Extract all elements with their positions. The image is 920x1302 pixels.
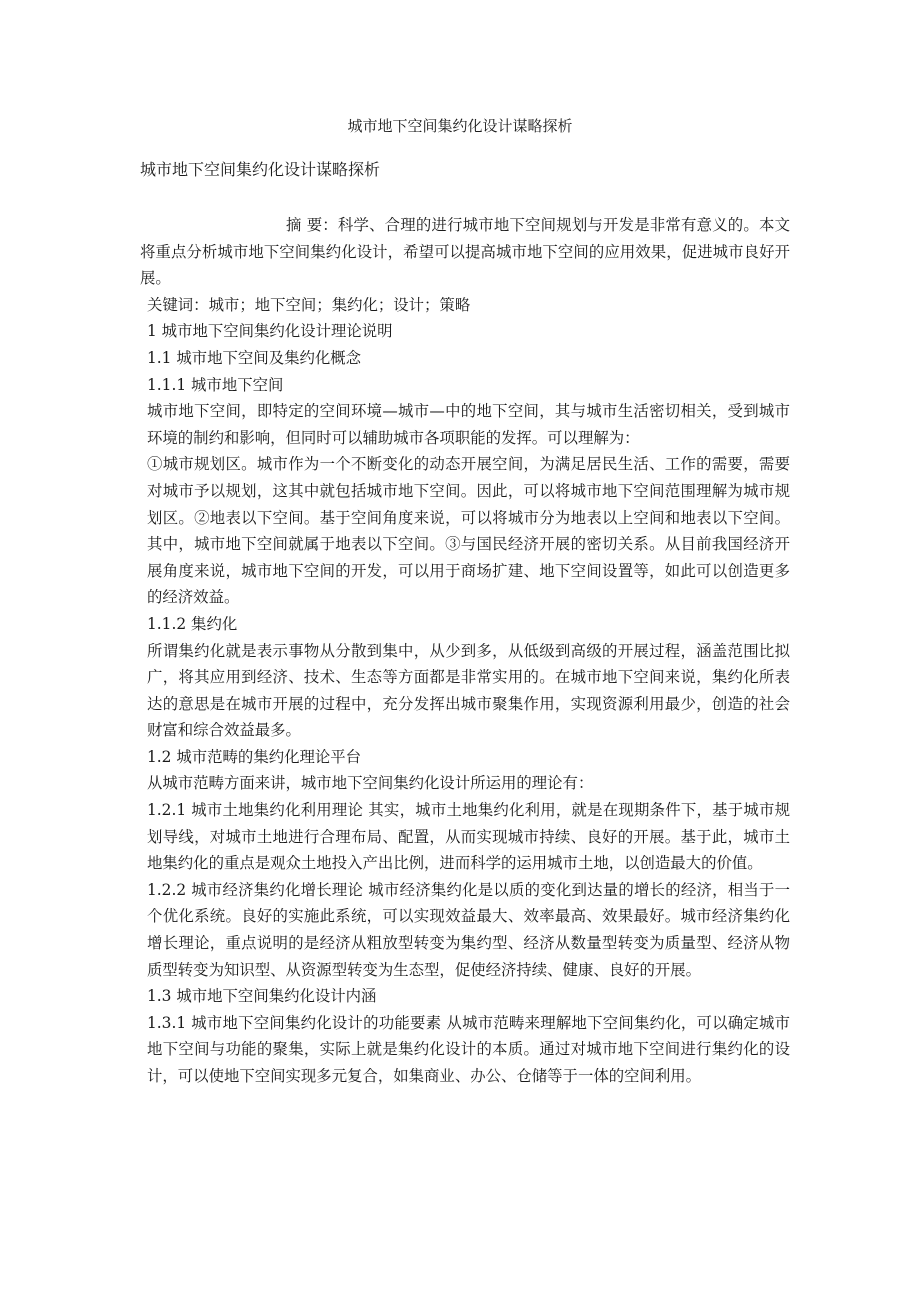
body-paragraph: 1.3.1 城市地下空间集约化设计的功能要素 从城市范畴来理解地下空间集约化，可以确定城市地下空间与功能的聚集，实际上就是集约化设计的本质。通过对城市地下空间进行集约化的设计，可以使地下空间实现多元复合，如集商业、办公、仓储等于一体的空间利用。 xyxy=(147,1013,790,1085)
section-heading: 1.1 城市地下空间及集约化概念 xyxy=(147,348,362,367)
body-paragraph: 1.2.1 城市土地集约化利用理论 其实，城市土地集约化利用，就是在现期条件下，基于城市规划导线，对城市土地进行合理布局、配置，从而实现城市持续、良好的开展。基于此，城市土地集约化的重点是观众土地投入产出比例，进而科学的运用城市土地，以创造最大的价值。 xyxy=(147,801,790,873)
body-paragraph: 1.2.2 城市经济集约化增长理论 城市经济集约化是以质的变化到达量的增长的经济，相当于一个优化系统。良好的实施此系统，可以实现效益最大、效率最高、效果最好。城市经济集约化增长理论，重点说明的是经济从粗放型转变为集约型、经济从数量型转变为质量型、经济从物质型转变为知识型、从资源型转变为生态型，促使经济持续、健康、良好的开展。 xyxy=(147,880,790,979)
document-subtitle: 城市地下空间集约化设计谋略探析 xyxy=(140,160,381,179)
section-heading: 1.3 城市地下空间集约化设计内涵 xyxy=(147,987,377,1006)
section-heading: 1 城市地下空间集约化设计理论说明 xyxy=(147,322,393,341)
keywords-line: 关键词：城市；地下空间；集约化；设计；策略 xyxy=(147,295,471,314)
body-paragraph: ①城市规划区。城市作为一个不断变化的动态开展空间，为满足居民生活、工作的需要，需要对城市予以规划，这其中就包括城市地下空间。因此，可以将城市地下空间范围理解为城市规划区。②地表以下空间。基于空间角度来说，可以将城市分为地表以上空间和地表以下空间。其中，城市地下空间就属于地表以下空间。③与国民经济开展的密切关系。从目前我国经济开展角度来说，城市地下空间的开发，可以用于商场扩建、地下空间设置等，如此可以创造更多的经济效益。 xyxy=(147,455,790,607)
section-heading: 1.2 城市范畴的集约化理论平台 xyxy=(147,747,362,766)
document-body xyxy=(140,212,790,1090)
section-heading: 1.1.1 城市地下空间 xyxy=(147,375,284,394)
document-title: 城市地下空间集约化设计谋略探析 xyxy=(347,117,573,135)
body-paragraph: 城市地下空间，即特定的空间环境—城市—中的地下空间，其与城市生活密切相关，受到城市环境的制约和影响，但同时可以辅助城市各项职能的发挥。可以理解为： xyxy=(147,402,790,447)
section-heading: 1.1.2 集约化 xyxy=(147,614,238,633)
body-paragraph: 所谓集约化就是表示事物从分散到集中，从少到多，从低级到高级的开展过程，涵盖范围比拟广，将其应用到经济、技术、生态等方面都是非常实用的。在城市地下空间来说，集约化所表达的意思是在城市开展的过程中，充分发挥出城市聚集作用，实现资源利用最少，创造的社会财富和综合效益最多。 xyxy=(147,641,790,740)
abstract-paragraph: 摘 要：科学、合理的进行城市地下空间规划与开发是非常有意义的。本文将重点分析城市地下空间集约化设计，希望可以提高城市地下空间的应用效果，促进城市良好开展。 xyxy=(140,216,790,288)
body-paragraph: 从城市范畴方面来讲，城市地下空间集约化设计所运用的理论有： xyxy=(147,774,594,793)
